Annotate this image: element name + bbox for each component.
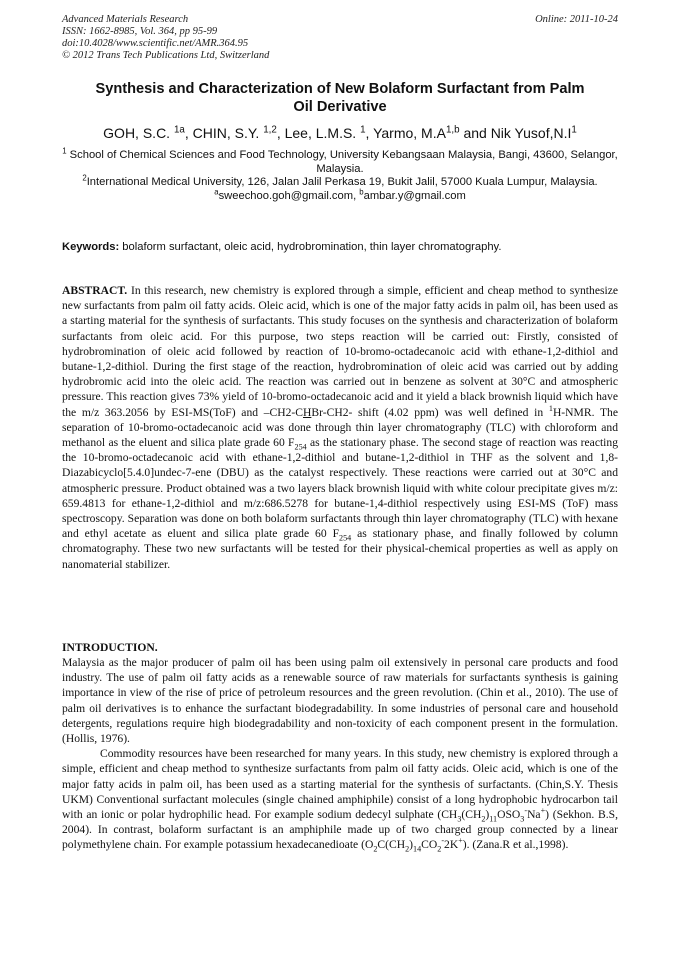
introduction-heading: INTRODUCTION. bbox=[62, 641, 158, 654]
keywords-label: Keywords: bbox=[62, 241, 120, 253]
author-nik-yusof: and Nik Yusof,N.I bbox=[459, 125, 572, 141]
affiliation-1-marker: 1 bbox=[62, 146, 67, 156]
email-link-a[interactable]: sweechoo.goh@gmail.com, bbox=[218, 189, 360, 202]
paper-title bbox=[62, 80, 618, 116]
abstract-sub-254-a: 254 bbox=[294, 442, 307, 452]
email-b-marker: b bbox=[359, 186, 364, 196]
copyright-line: © 2012 Trans Tech Publications Ltd, Switzerland bbox=[62, 50, 270, 61]
intro-p2-text-g: C(CH bbox=[377, 838, 406, 852]
intro-p2-text-j: 2K bbox=[444, 838, 459, 852]
online-date: Online: 2011-10-24 bbox=[535, 14, 618, 25]
intro-p2-text-i: CO bbox=[421, 838, 438, 852]
intro-p2-text-e: Na bbox=[527, 808, 541, 822]
title-line-1: Synthesis and Characterization of New Bolaform Surfactant from Palm bbox=[95, 81, 585, 97]
abstract-paragraph bbox=[62, 283, 618, 572]
abstract-sup-1: 1 bbox=[548, 403, 553, 413]
introduction-body bbox=[62, 655, 618, 853]
issn-line: ISSN: 1662-8985, Vol. 364, pp 95-99 bbox=[62, 26, 218, 37]
intro-sup: - bbox=[441, 836, 445, 846]
abstract-text-4: as the stationary phase. The second stage of reaction was reacting the 10-bromo-octadecanoic acid with ethane-1,2-dithiol and butane-1,2-dithiol in THF as the solvent and 1,8-Diazabicyclo[5.4.0]undec-7-ene (DBU) as the catalyst respectively. These reactions were carried out at 30°C and atmospheric pressure. Product obtained was a two layers black brownish liquid with white colour precipitate gives m/z: 659.4813 for ethane-1,2-dithiol and m/z:686.5278 for butane-1,4-dithiol respectively using ESI-MS (ToF) mass spectroscopy. Separation was done on both bolaform surfactants through thin layer chromatography (TLC) with hexane and ethyl acetate as eluent and silica plate grade 60 F bbox=[62, 436, 619, 541]
journal-header bbox=[62, 14, 618, 62]
affiliation-2-marker: 2 bbox=[82, 173, 87, 183]
intro-sub: 14 bbox=[413, 844, 422, 854]
journal-name: Advanced Materials Research bbox=[62, 14, 189, 25]
affiliation-2 bbox=[62, 173, 618, 190]
intro-p2-text-a: Commodity resources have been researched for many years. In this study, new chemistry is explored through a simple, efficient and cheap method to synthesize surfactants from palm oil fatty acids. Oleic acid, which is one of the major fatty acids in palm oil, has been used as a starting material for the synthesis of surfactants. (Chin,S.Y. Thesis UKM) Conventional surfactant molecules (single chained amphiphile) consist of a long hydrophobic hydrocarbon tail with an ionic or polar hydrophilic head. For example sodium dedecyl sulphate (CH bbox=[62, 747, 618, 822]
author-nik-yusof-affil: 1 bbox=[571, 124, 577, 136]
affiliations bbox=[62, 146, 618, 203]
intro-p2-text-h: ) bbox=[409, 838, 414, 852]
intro-sub: 2 bbox=[437, 844, 442, 854]
keywords-line bbox=[62, 240, 618, 254]
abstract-text-1: In this research, new chemistry is explored through a simple, efficient and cheap method to synthesize new surfactants from palm oil fatty acids. Oleic acid, which is one of the major fatty acids in palm oil, has been used as a starting material for the synthesis of surfactants. This study focuses on the synthesis and characterization of bolaform surfactants from oleic acid. For this purpose, two steps reaction will be carried out: Firstly, consisted of hydrobromination of oleic acid followed by reaction of 10-bromo-octadecanoic acid with ethane-1,2-dithiol and butane-1,2-dithiol. During the first stage of the reaction, hydrobromination of oleic acid was carried out by adding hydrobromic acid into the oleic acid. The reaction was carried out in benzene as solvent at 30°C and atmospheric pressure. This reaction gives 73% yield of 10-bromo-octadecanoic acid and it yield a black brownish liquid which have the m/z 363.2056 by ESI-MS(ToF) and –CH2-C bbox=[62, 284, 618, 419]
keywords-text: bolaform surfactant, oleic acid, hydrobromination, thin layer chromatography. bbox=[119, 241, 502, 253]
intro-sub: 2 bbox=[481, 814, 486, 824]
intro-p2-text-f: ) (Sekhon. B.S, 2004). In contrast, bolaform surfactant is an amphiphile made up of two charged group connected by a linear polymethylene chain. For example potassium hexadecanedioate (O bbox=[62, 808, 618, 852]
author-yarmo-affil: 1,b bbox=[445, 124, 460, 136]
author-chin-affil: 1,2 bbox=[263, 124, 277, 136]
author-yarmo: , Yarmo, M.A bbox=[365, 125, 446, 141]
doi-line: doi:10.4028/www.scientific.net/AMR.364.95 bbox=[62, 38, 249, 49]
email-link-b[interactable]: ambar.y@gmail.com bbox=[363, 189, 466, 202]
author-list bbox=[62, 124, 618, 142]
intro-sub: 3 bbox=[520, 814, 525, 824]
intro-sup: + bbox=[458, 836, 463, 846]
introduction-paragraph-1: Malaysia as the major producer of palm oil has been using palm oil extensively in personal care products and food industry. The use of palm oil fatty acids as a renewable source of raw materials for surfactants synthesis is gaining importance in view of the rise of price of petroleum resources and the green revolution. (Chin et al., 2010). The use of palm oil derivatives is to enhance the surfactant biodegradability. In some industries of personal care and household detergents, regulations require high biodegradability and non-toxicity of each component present in the formulation. (Hollis, 1976). bbox=[62, 656, 618, 746]
intro-p2-text-b: (CH bbox=[461, 808, 482, 822]
abstract-sub-254-b: 254 bbox=[339, 533, 352, 543]
intro-sub: 3 bbox=[457, 814, 462, 824]
author-chin: , CHIN, S.Y. bbox=[184, 125, 264, 141]
introduction-paragraph-2 bbox=[62, 746, 618, 852]
author-lee-affil: 1 bbox=[360, 124, 366, 136]
abstract-label: ABSTRACT. bbox=[62, 284, 128, 297]
abstract-text-3: H-NMR. The separation of 10-bromo-octadecanoic acid was done through thin layer chromatography (TLC) with chloroform and methanol as the eluent and silica plate grade 60 F bbox=[62, 405, 618, 450]
intro-p2-text-k: ). (Zana.R et al.,1998). bbox=[462, 838, 569, 852]
affiliation-2-text: International Medical University, 126, Jalan Jalil Perkasa 19, Bukit Jalil, 57000 Kuala Lumpur, Malaysia. bbox=[86, 176, 598, 188]
intro-sub: 11 bbox=[489, 814, 498, 824]
affiliation-1-text: School of Chemical Sciences and Food Technology, University Kebangsaan Malaysia, Bangi, 43600, Selangor, Malaysia. bbox=[66, 149, 618, 175]
intro-p2-text-d: OSO bbox=[497, 808, 521, 822]
email-a-marker: a bbox=[214, 186, 219, 196]
title-line-2: Oil Derivative bbox=[293, 99, 387, 115]
intro-sup: - bbox=[524, 806, 528, 816]
author-goh-affil: 1a bbox=[173, 124, 185, 136]
abstract-text-2: Br-CH2- shift (4.02 ppm) was well defined in bbox=[311, 405, 549, 419]
intro-sub: 2 bbox=[405, 844, 410, 854]
author-goh: GOH, S.C. bbox=[103, 125, 174, 141]
author-lee: , Lee, L.M.S. bbox=[276, 125, 361, 141]
abstract-text-5: as stationary phase, and finally followed by column chromatography. These two new surfactants will be tested for their physical-chemical properties as well as apply on nanomaterial stabilizer. bbox=[62, 527, 618, 571]
intro-sup: + bbox=[540, 806, 546, 816]
affiliation-1 bbox=[62, 146, 618, 176]
abstract-underlined-h: H bbox=[303, 405, 312, 419]
intro-sub: 2 bbox=[373, 844, 378, 854]
intro-p2-text-c: ) bbox=[485, 808, 490, 822]
email-line bbox=[62, 186, 618, 204]
